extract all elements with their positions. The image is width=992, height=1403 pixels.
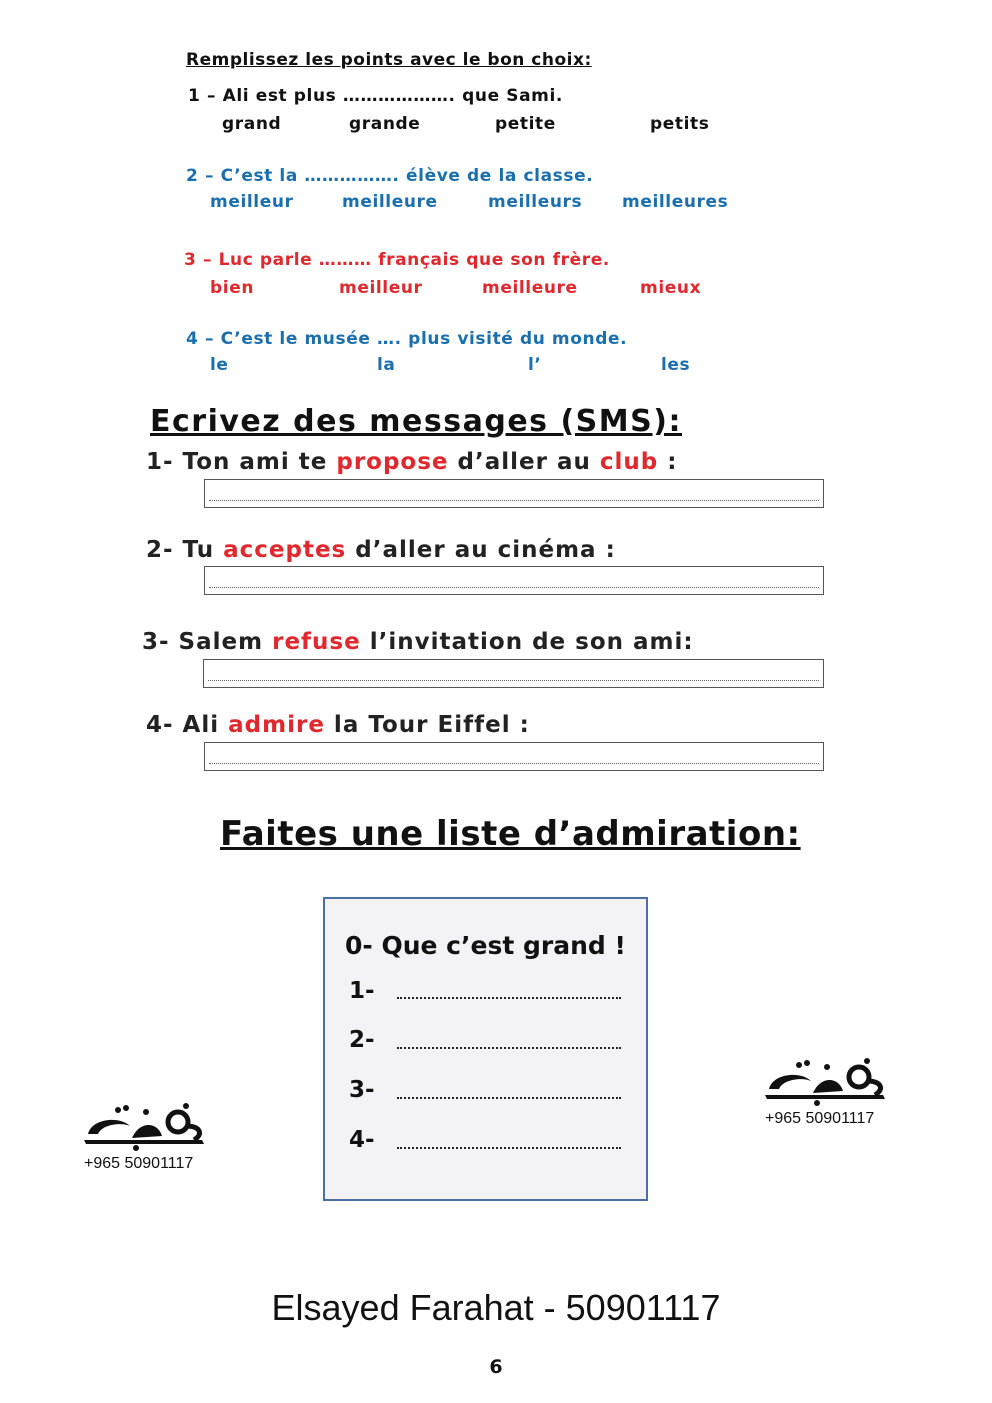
sms-answer-4[interactable] [204, 742, 824, 771]
farahat-logo-right-mark [763, 1055, 891, 1107]
sms-keyword-3: refuse [272, 629, 361, 655]
sms-answer-1[interactable] [204, 479, 824, 508]
option-3-d: mieux [640, 278, 702, 298]
option-3-b: meilleur [339, 278, 423, 298]
farahat-logo-left [82, 1100, 210, 1152]
farahat-logo-left-mark [82, 1100, 210, 1152]
option-4-a: le [210, 355, 229, 375]
option-1-a: grand [222, 114, 282, 134]
footer-credit: Elsayed Farahat - 50901117 [271, 1287, 721, 1328]
admiration-blank-4[interactable] [397, 1147, 621, 1149]
farahat-logo-right [763, 1055, 891, 1107]
sms-prompt-1 [146, 449, 677, 475]
admiration-blank-2[interactable] [397, 1047, 621, 1049]
option-2-b: meilleure [342, 192, 438, 212]
sms-keyword-4: admire [228, 712, 325, 738]
admiration-example: 0- Que c’est grand ! [345, 931, 626, 960]
option-2-d: meilleures [622, 192, 729, 212]
option-1-b: grande [349, 114, 421, 134]
question-3: 3 – Luc parle ……… français que son frère. [184, 250, 610, 270]
option-4-d: les [661, 355, 691, 375]
phone-right: +965 50901117 [765, 1110, 875, 1127]
sms-prompt-4-middle: la Tour Eiffel : [324, 712, 530, 738]
sms-prompt-1-middle: d’aller au [448, 449, 600, 475]
admiration-blank-1[interactable] [397, 997, 621, 999]
sms-prompt-1-end: : [658, 449, 678, 475]
exercise-title: Remplissez les points avec le bon choix: [186, 50, 592, 70]
sms-keyword-1b: club [599, 449, 659, 475]
phone-left: +965 50901117 [84, 1155, 194, 1172]
admiration-box [323, 897, 648, 1201]
sms-prompt-2 [146, 537, 616, 563]
sms-prompt-2-middle: d’aller au cinéma : [346, 537, 616, 563]
admiration-title: Faites une liste d’admiration: [220, 814, 801, 854]
option-2-a: meilleur [210, 192, 294, 212]
option-4-b: la [377, 355, 396, 375]
sms-keyword-2: acceptes [223, 537, 347, 563]
admiration-blank-3[interactable] [397, 1097, 621, 1099]
question-2: 2 – C’est la ……………. élève de la classe. [186, 166, 594, 186]
question-4: 4 – C’est le musée …. plus visité du monde. [186, 329, 628, 349]
sms-prompt-4-text: 4- Ali [146, 712, 229, 738]
sms-prompt-3 [142, 629, 694, 655]
sms-prompt-3-middle: l’invitation de son ami: [360, 629, 694, 655]
admiration-number-4: 4- [349, 1127, 375, 1153]
sms-answer-2[interactable] [204, 566, 824, 595]
sms-prompt-2-text: 2- Tu [146, 537, 224, 563]
sms-keyword-1: propose [336, 449, 449, 475]
question-1: 1 – Ali est plus ………………. que Sami. [188, 86, 563, 106]
option-4-c: l’ [528, 355, 542, 375]
option-1-c: petite [495, 114, 556, 134]
sms-prompt-3-text: 3- Salem [142, 629, 273, 655]
admiration-number-1: 1- [349, 978, 375, 1004]
sms-title: Ecrivez des messages (SMS): [150, 404, 682, 439]
sms-prompt-1-text: 1- Ton ami te [146, 449, 337, 475]
sms-answer-3[interactable] [203, 659, 824, 688]
option-2-c: meilleurs [488, 192, 583, 212]
option-1-d: petits [650, 114, 710, 134]
sms-prompt-4 [146, 712, 530, 738]
page-number: 6 [489, 1356, 503, 1378]
option-3-c: meilleure [482, 278, 578, 298]
admiration-number-3: 3- [349, 1077, 375, 1103]
admiration-number-2: 2- [349, 1027, 375, 1053]
option-3-a: bien [210, 278, 255, 298]
